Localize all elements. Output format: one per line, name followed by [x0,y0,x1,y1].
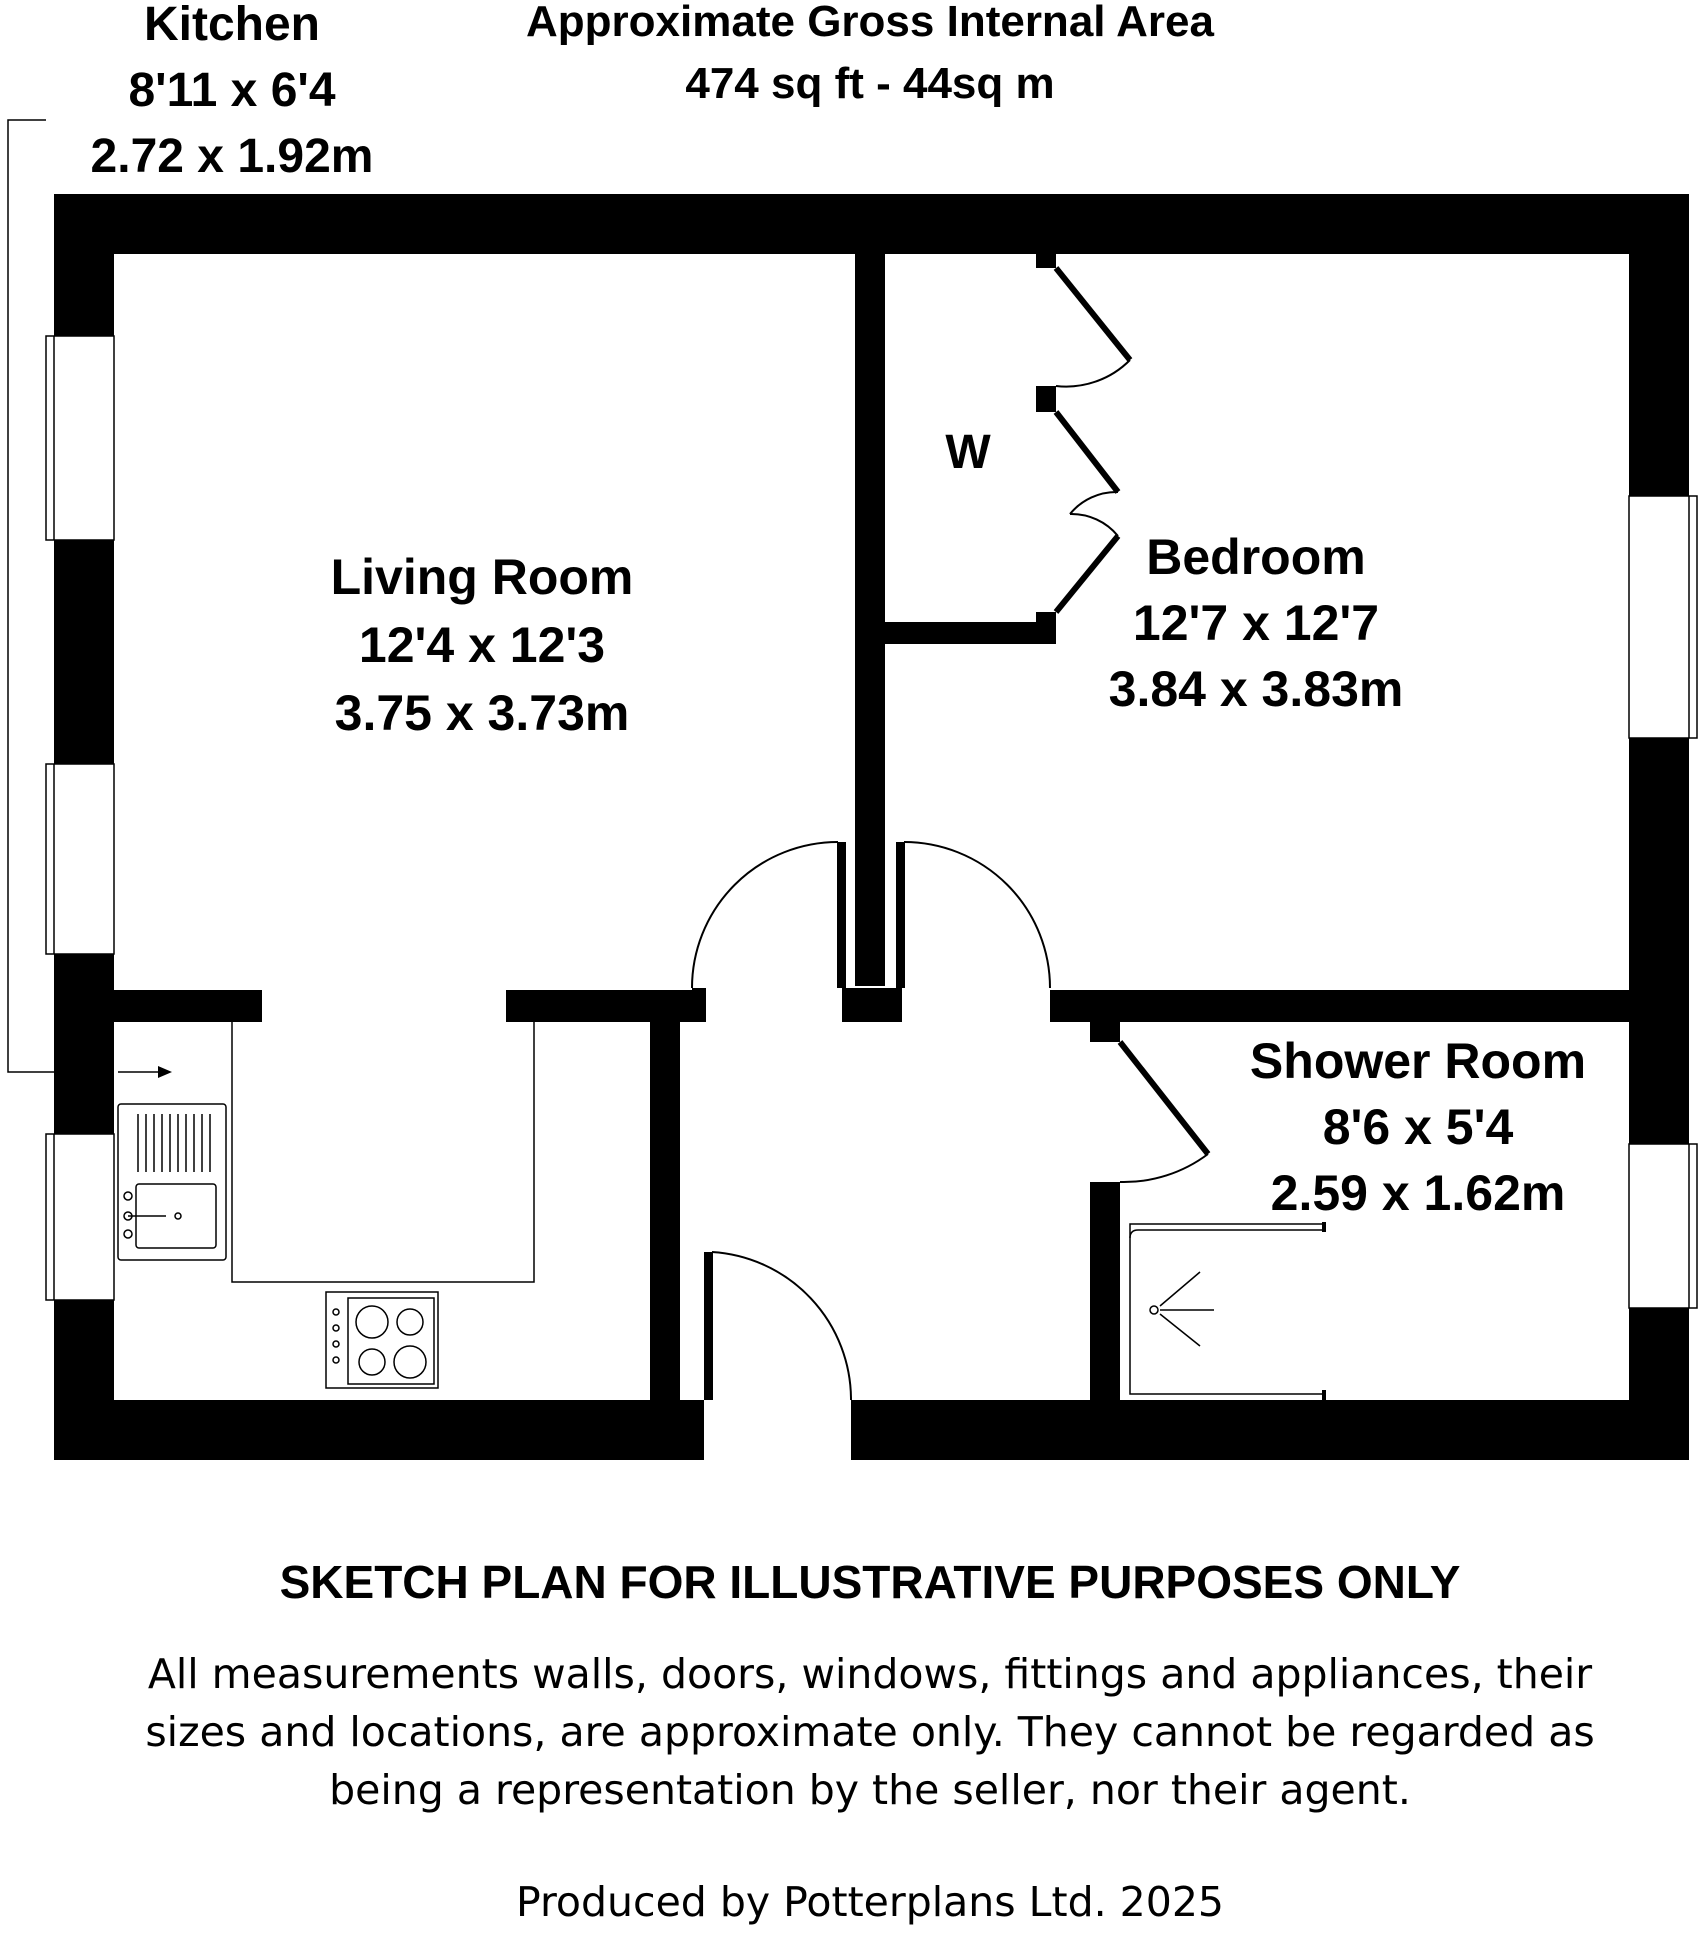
footer-heading: SKETCH PLAN FOR ILLUSTRATIVE PURPOSES ONLY [279,1556,1461,1608]
bedroom-name: Bedroom [1146,529,1366,585]
wardrobe-jamb-mid [1036,386,1056,412]
windows-left [46,336,114,1300]
wardrobe-wall [885,622,1055,644]
kitchen-fittings [118,1022,534,1388]
wardrobe-label: W [945,426,991,479]
shower-name: Shower Room [1249,1033,1587,1089]
top-wall [54,194,1689,254]
living-metric: 3.75 x 3.73m [334,685,630,741]
header-text [526,0,1214,108]
area-title: Approximate Gross Internal Area [526,0,1214,46]
window-shower-room [1629,1144,1697,1308]
kitchen-imperial: 8'11 x 6'4 [128,64,336,117]
jamb-right [896,842,904,988]
front-door-jamb [704,1252,712,1400]
bottom-wall-right [851,1400,1689,1460]
living-room-label [331,549,634,741]
living-kitchen-wall-right [506,990,692,1022]
shower-door-swing [1120,1154,1208,1182]
disclaimer-line-3: being a representation by the seller, nor their agent. [329,1766,1411,1814]
wardrobe-doors [1056,268,1130,612]
shower-imperial: 8'6 x 5'4 [1322,1099,1514,1155]
jamb-left [838,842,846,988]
living-kitchen-wall-left [114,990,262,1022]
living-imperial: 12'4 x 12'3 [358,617,606,673]
wardrobe-jamb-top [1036,254,1056,268]
shower-room-left-wall [1090,1182,1120,1400]
partition-living-bedroom [855,254,885,986]
producer-credit: Produced by Potterplans Ltd. 2025 [515,1878,1225,1926]
window-living-upper [46,336,114,540]
tap-icon [124,1192,166,1238]
bottom-wall-left [54,1400,704,1460]
corridor-jamb [842,988,902,1022]
shower-door-jamb-top [1090,1022,1120,1042]
shower-tray-icon [1130,1222,1326,1400]
living-door-swing [692,842,838,988]
disclaimer-line-2: sizes and locations, are approximate only. They cannot be regarded as [145,1708,1595,1756]
kitchen-label [91,0,374,183]
window-living-lower [46,764,114,954]
shower-room-label [1250,1033,1586,1221]
window-kitchen [46,1134,114,1300]
area-value: 474 sq ft - 44sq m [685,59,1055,108]
kitchen-hall-wall [650,1022,680,1400]
window-bedroom [1629,496,1697,738]
bedroom-metric: 3.84 x 3.83m [1108,661,1404,717]
bedroom-label [1109,529,1404,717]
kitchen-metric: 2.72 x 1.92m [90,130,374,183]
front-door-swing [712,1252,851,1400]
wardrobe-wall-end [1036,612,1056,644]
shower-room-top-wall [1050,990,1629,1022]
internal-walls [114,254,1629,1400]
kitchen-name: Kitchen [143,0,321,51]
living-name: Living Room [330,549,634,605]
kitchen-worktop [232,1022,534,1282]
bedroom-imperial: 12'7 x 12'7 [1132,595,1380,651]
drainer-icon [138,1114,210,1172]
disclaimer-line-1: All measurements walls, doors, windows, fittings and appliances, their [147,1650,1593,1698]
shower-metric: 2.59 x 1.62m [1270,1165,1566,1221]
footer [145,1556,1594,1926]
bedroom-door-swing [904,842,1050,988]
